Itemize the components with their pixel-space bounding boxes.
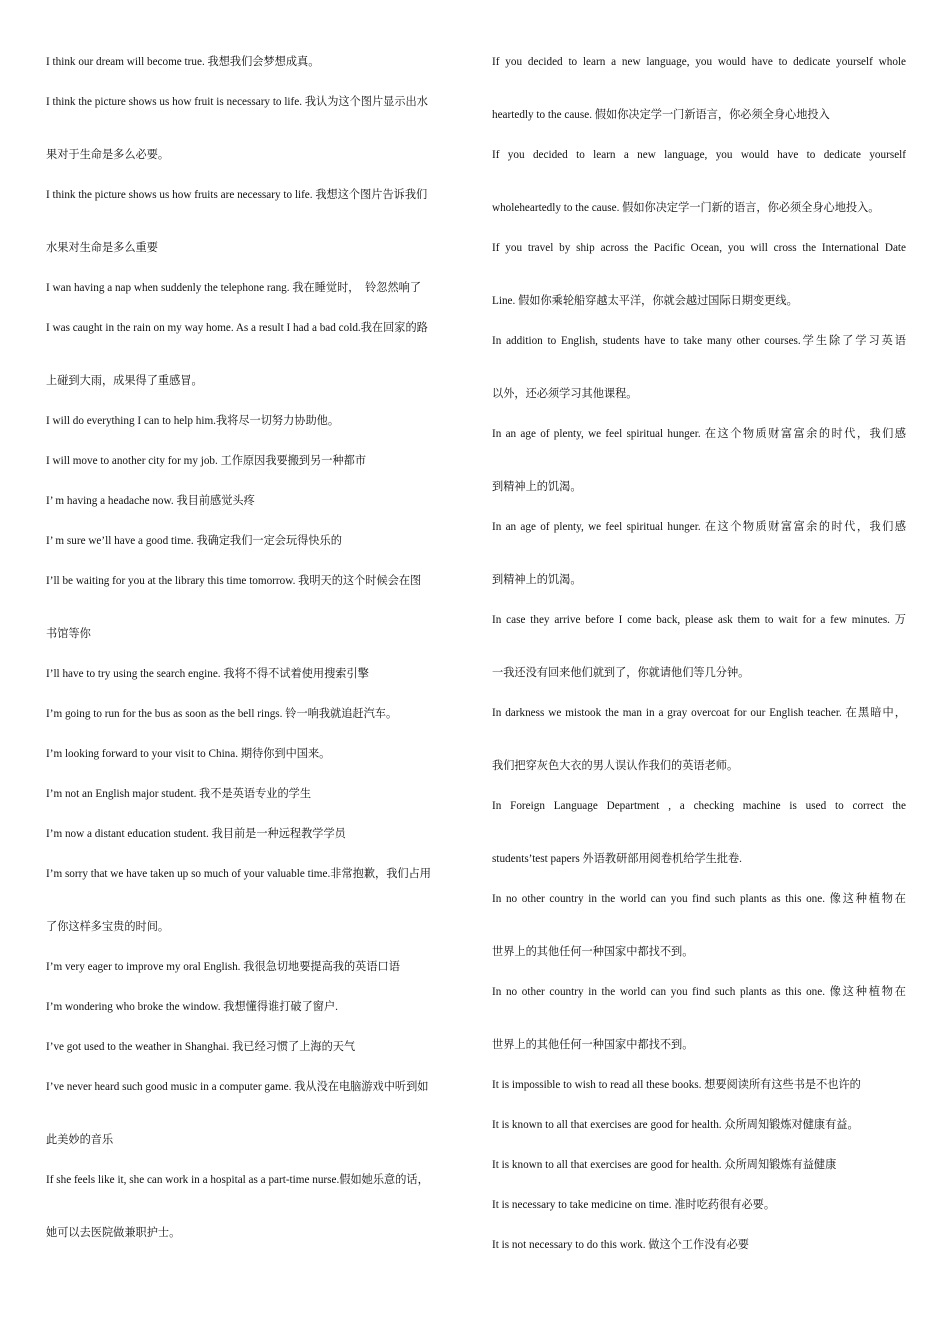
entry-line: If you decided to learn a new language, you would have to dedicate yourself <box>492 149 906 161</box>
entry-line: In darkness we mistook the man in a gray overcoat for our English teacher. 在黑暗中， <box>492 707 906 719</box>
entry-line: I’ m sure we’ll have a good time. 我确定我们一定会玩得快乐的 <box>46 535 342 547</box>
entry-line: If she feels like it, she can work in a hospital as a part-time nurse.假如她乐意的话， <box>46 1174 429 1186</box>
entry-line: I wan having a nap when suddenly the telephone rang. 我在睡觉时， 铃忽然响了 <box>46 282 422 294</box>
entry-line: In Foreign Language Department , a checking machine is used to correct the <box>492 800 906 812</box>
entry-translation-line: 果对于生命是多么必要。 <box>46 149 170 161</box>
entry-line: In no other country in the world can you find such plants as this one. 像这种植物在 <box>492 986 906 998</box>
entry-translation-line: 世界上的其他任何一种国家中都找不到。 <box>492 946 694 958</box>
entry-translation-line: Line. 假如你乘轮船穿越太平洋，你就会越过国际日期变更线。 <box>492 295 798 307</box>
entry-translation-line: 了你这样多宝贵的时间。 <box>46 921 170 933</box>
entry-line: I’m now a distant education student. 我目前是一种远程教学学员 <box>46 828 346 840</box>
entry-line: If you travel by ship across the Pacific Ocean, you will cross the International Date <box>492 242 906 254</box>
entry-line: I’m going to run for the bus as soon as the bell rings. 铃一响我就追赶汽车。 <box>46 708 398 720</box>
entry-translation-line: 水果对生命是多么重要 <box>46 242 158 254</box>
entry-translation-line: 世界上的其他任何一种国家中都找不到。 <box>492 1039 694 1051</box>
entry-line: I will move to another city for my job. 工作原因我要搬到另一种都市 <box>46 455 367 467</box>
entry-line: I think the picture shows us how fruit is necessary to life. 我认为这个图片显示出水 <box>46 96 428 108</box>
entry-line: I’m looking forward to your visit to China. 期待你到中国来。 <box>46 748 331 760</box>
entry-line: I’m sorry that we have taken up so much of your valuable time.非常抱歉，我们占用 <box>46 868 431 880</box>
entry-translation-line: heartedly to the cause. 假如你决定学一门新语言，你必须全身心地投入 <box>492 109 830 121</box>
entry-translation-line: 上碰到大雨，成果得了重感冒。 <box>46 375 203 387</box>
entry-translation-line: 我们把穿灰色大衣的男人误认作我们的英语老师。 <box>492 760 739 772</box>
entry-translation-line: 以外，还必须学习其他课程。 <box>492 388 638 400</box>
entry-line: I’ll have to try using the search engine. 我将不得不试着使用搜索引擎 <box>46 668 369 680</box>
entry-line: I’ m having a headache now. 我目前感觉头疼 <box>46 495 255 507</box>
entry-line: I’ve got used to the weather in Shanghai. 我已经习惯了上海的天气 <box>46 1041 356 1053</box>
entry-translation-line: wholeheartedly to the cause. 假如你决定学一门新的语言，你必须全身心地投入。 <box>492 202 880 214</box>
entry-line: I’m very eager to improve my oral English. 我很急切地要提高我的英语口语 <box>46 961 400 973</box>
entry-translation-line: students’test papers 外语教研部用阅卷机给学生批卷. <box>492 853 742 865</box>
entry-line: It is known to all that exercises are good for health. 众所周知锻炼对健康有益。 <box>492 1119 859 1131</box>
entry-line: I think our dream will become true. 我想我们会梦想成真。 <box>46 56 320 68</box>
entry-line: I’ve never heard such good music in a computer game. 我从没在电脑游戏中听到如 <box>46 1081 429 1093</box>
entry-translation-line: 到精神上的饥渴。 <box>492 481 582 493</box>
entry-translation-line: 此美妙的音乐 <box>46 1134 114 1146</box>
entry-line: In an age of plenty, we feel spiritual hunger. 在这个物质财富富余的时代，我们感 <box>492 521 906 533</box>
entry-line: It is not necessary to do this work. 做这个工作没有必要 <box>492 1239 749 1251</box>
left-column <box>46 52 460 1243</box>
entry-line: I will do everything I can to help him.我将尽一切努力协助他。 <box>46 415 340 427</box>
entry-line: I was caught in the rain on my way home. As a result I had a bad cold.我在回家的路 <box>46 322 428 334</box>
entry-line: I’m not an English major student. 我不是英语专业的学生 <box>46 788 312 800</box>
entry-translation-line: 书馆等你 <box>46 628 91 640</box>
entry-translation-line: 到精神上的饥渴。 <box>492 574 582 586</box>
entry-translation-line: 一我还没有回来他们就到了，你就请他们等几分钟。 <box>492 667 750 679</box>
entry-line: In no other country in the world can you find such plants as this one. 像这种植物在 <box>492 893 906 905</box>
entry-line: I’ll be waiting for you at the library this time tomorrow. 我明天的这个时候会在图 <box>46 575 422 587</box>
entry-line: It is known to all that exercises are good for health. 众所周知锻炼有益健康 <box>492 1159 837 1171</box>
right-column <box>492 52 906 1255</box>
entry-line: In addition to English, students have to take many other courses.学生除了学习英语 <box>492 335 906 347</box>
entry-line: In an age of plenty, we feel spiritual hunger. 在这个物质财富富余的时代，我们感 <box>492 428 906 440</box>
entry-line: In case they arrive before I come back, please ask them to wait for a few minutes. 万 <box>492 614 906 626</box>
entry-line: It is necessary to take medicine on time. 准时吃药很有必要。 <box>492 1199 776 1211</box>
entry-line: If you decided to learn a new language, you would have to dedicate yourself whole <box>492 56 906 68</box>
entry-line: I think the picture shows us how fruits are necessary to life. 我想这个图片告诉我们 <box>46 189 428 201</box>
entry-line: I’m wondering who broke the window. 我想懂得谁打破了窗户. <box>46 1001 338 1013</box>
entry-line: It is impossible to wish to read all these books. 想要阅读所有这些书是不也许的 <box>492 1079 861 1091</box>
entry-translation-line: 她可以去医院做兼职护士。 <box>46 1227 181 1239</box>
